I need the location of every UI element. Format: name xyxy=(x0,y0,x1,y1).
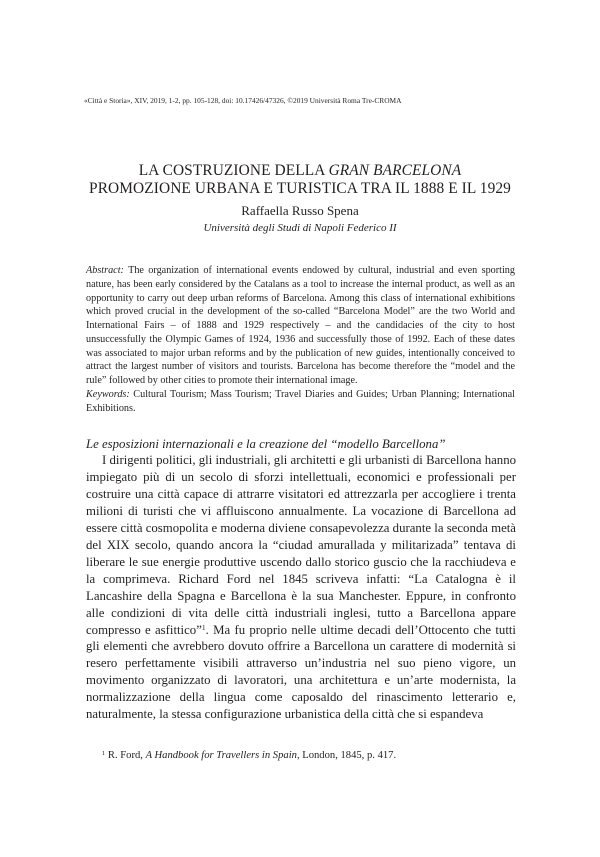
footnote-number: 1 xyxy=(102,750,106,757)
body-paragraph xyxy=(86,452,516,723)
footnote-reference[interactable]: 1 xyxy=(201,622,206,632)
section-heading: Le esposizioni internazionali e la creazione del “modello Barcellona” xyxy=(86,437,446,451)
abstract-text: The organization of international events endowed by cultural, industrial and even sporting nature, has been early considered by the Catalans as a tool to increase the internal product, as well as an opportunity to carry out deep urban reforms of Barcelona. Among this class of international exhibitions which proved crucial in the development of the so-called “Barcelona Model” are the two World and International Fairs – of 1888 and 1929 respectively – and the candidacies of the city to host unsuccessfully the Olympic Games of 1924, 1936 and successfully those of 1992. Each of these dates was associated to major urban reforms and by the publication of new guides, intentionally conceived to attract the largest number of visitors and tourists. Barcelona has become therefore the “model and the rule” followed by other cities to promote their international image. xyxy=(86,265,515,386)
article-title-line-1 xyxy=(60,162,540,180)
journal-citation-header: «Città e Storia», XIV, 2019, 1-2, pp. 105-128, doi: 10.17426/47326, ©2019 Università Roma Tre-CROMA xyxy=(84,96,402,105)
keywords-paragraph xyxy=(86,388,515,416)
title-italic: GRAN BARCELONA xyxy=(328,162,462,179)
footnote-suffix: , London, 1845, p. 417. xyxy=(296,750,397,761)
author-name: Raffaella Russo Spena xyxy=(241,203,359,218)
footnote xyxy=(102,749,522,762)
footnote-book-title: A Handbook for Travellers in Spain xyxy=(145,750,297,761)
abstract-paragraph xyxy=(86,264,515,388)
keywords-label: Keywords: xyxy=(86,388,130,400)
abstract-block xyxy=(86,264,515,415)
article-title-line-2: PROMOZIONE URBANA E TURISTICA TRA IL 1888 E IL 1929 xyxy=(89,180,511,197)
body-text-part-2: . Ma fu proprio nelle ultime decadi dell’Ottocento che tutti gli elementi che avrebbero dovuto offrire a Barcellona un carattere di modernità si resero perfettamente visibili attraverso un’industria nel suo pieno vigore, un movimento organizzato di lavoratori, una architettura e un’arte modernista, la normalizzazione della lingua come caposaldo del rinascimento letterario e, naturalmente, la stessa configurazione urbanistica della città che si espandeva xyxy=(86,622,516,722)
body-text-part-1: I dirigenti politici, gli industriali, gli architetti e gli urbanisti di Barcellona hanno impiegato più di un secolo di sforzi intellettuali, economici e professionali per costruire una città capace di attrarre visitatori ed attrezzarla per accogliere i trenta milioni di turisti che vi affluiscono annualmente. La vocazione di Barcellona ad essere città cosmopolita e moderna diviene consapevolezza durante la seconda metà del XIX secolo, quando ancora la “ciudad amurallada y militarizada” tentava di liberare le sue energie produttive uscendo dallo storico guscio che la racchiudeva e la comprimeva. Richard Ford nel 1845 scriveva infatti: “La Catalogna è il Lancashire della Spagna e Barcellona è la sua Manchester. Eppure, in confronto alle condizioni di vita delle città industriali inglesi, tutto a Barcellona appare compresso e asfittico” xyxy=(86,453,516,637)
author-affiliation: Università degli Studi di Napoli Federico II xyxy=(203,222,397,234)
keywords-text: Cultural Tourism; Mass Tourism; Travel Diaries and Guides; Urban Planning; International Exhibitions. xyxy=(86,388,515,414)
abstract-label: Abstract: xyxy=(86,265,124,276)
footnote-prefix: R. Ford, xyxy=(105,750,146,761)
title-prefix: LA COSTRUZIONE DELLA xyxy=(138,162,329,179)
